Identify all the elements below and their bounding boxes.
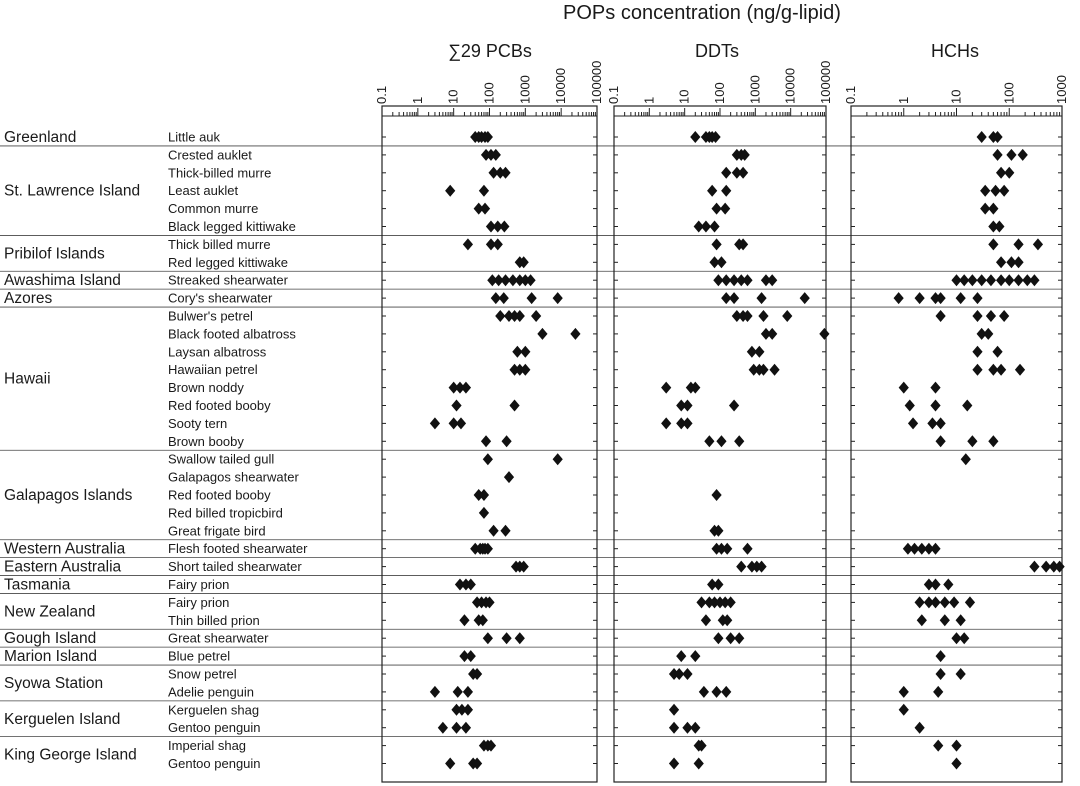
data-point [951,758,961,770]
data-point [940,596,950,608]
data-point [930,579,940,591]
panels [374,41,1069,782]
x-tick-label: 1 [409,96,425,104]
data-point [479,507,489,519]
data-point [500,525,510,537]
data-point [515,310,525,322]
data-point [463,704,473,716]
species-label: Black legged kittiwake [168,219,296,234]
data-point [729,400,739,412]
data-point [463,686,473,698]
species-label: Cory's shearwater [168,290,273,306]
data-point [972,346,982,358]
data-point [669,758,679,770]
data-point [1013,256,1023,268]
data-point [994,221,1004,233]
data-point [459,614,469,626]
data-point [479,489,489,501]
data-point [676,650,686,662]
species-label: Brown booby [168,433,244,449]
x-tick-label: 100 [712,82,727,104]
data-point [977,274,987,286]
data-point [721,686,731,698]
data-point [965,596,975,608]
data-point [983,328,993,340]
data-point [894,292,904,304]
data-point [800,292,810,304]
data-point [716,256,726,268]
data-point [899,686,909,698]
species-label: Red footed booby [168,487,271,503]
data-point [936,435,946,447]
data-point [499,221,509,233]
data-point [933,686,943,698]
data-point [445,185,455,197]
data-point [445,758,455,770]
panel-title: ∑29 PCBs [448,41,532,61]
data-point [930,543,940,555]
x-tick-label: 1000 [1054,75,1069,104]
species-label: Thick billed murre [168,236,271,252]
x-tick-label: 10000 [782,67,798,104]
region-label: Awashima Island [4,272,121,290]
region-label: Pribilof Islands [4,245,105,263]
data-point [972,364,982,376]
data-point [453,686,463,698]
panel-2 [843,41,1069,782]
x-tick-label: 0.1 [374,85,389,104]
species-label: Brown noddy [168,380,244,396]
species-label: Laysan albatross [168,344,267,360]
data-point [520,346,530,358]
data-point [986,310,996,322]
species-label: Crested auklet [168,147,252,163]
data-point [1054,561,1064,573]
data-point [493,238,503,250]
data-point [819,328,829,340]
data-point [699,686,709,698]
data-point [451,400,461,412]
species-label: Swallow tailed gull [168,451,275,467]
species-label: Least auklet [168,183,239,199]
species-label: Galapagos shearwater [168,469,299,485]
data-point [967,274,977,286]
species-label: Bulwer's petrel [168,308,253,324]
data-point [782,310,792,322]
data-point [999,310,1009,322]
data-point [758,310,768,322]
region-label: Eastern Australia [4,558,122,576]
region-label: Marion Island [4,648,98,666]
data-point [977,131,987,143]
species-label: Fairy prion [168,594,230,610]
species-label: Gentoo penguin [168,756,261,771]
data-point [1029,561,1039,573]
species-label: Red legged kittiwake [168,254,288,270]
data-point [483,453,493,465]
panel-frame [851,106,1062,782]
data-point [713,632,723,644]
data-point [669,704,679,716]
data-point [1029,274,1039,286]
data-point [738,167,748,179]
x-tick-label: 100000 [818,60,833,104]
x-tick-label: 0.1 [606,85,621,104]
data-point [930,382,940,394]
data-point [933,740,943,752]
data-point [917,614,927,626]
species-label: Great frigate bird [168,523,266,539]
data-point [769,364,779,376]
data-point [553,292,563,304]
data-point [716,435,726,447]
data-point [930,400,940,412]
panel-title: HCHs [931,41,979,61]
region-label: Western Australia [4,540,126,558]
species-label: Flesh footed shearwater [168,541,308,557]
data-point [962,400,972,412]
region-label: Kerguelen Island [4,710,121,728]
data-point [1033,238,1043,250]
data-point [930,596,940,608]
data-point [495,310,505,322]
species-label: Hawaiian petrel [168,362,258,378]
data-point [767,274,777,286]
data-point [709,221,719,233]
x-tick-label: 10 [948,89,964,104]
data-point [905,400,915,412]
region-label: King George Island [4,746,137,764]
data-point [988,435,998,447]
data-point [1018,149,1028,161]
data-point [711,489,721,501]
region-label: Syowa Station [4,674,104,692]
data-point [1013,274,1023,286]
data-point [501,435,511,447]
species-label: Red billed tropicbird [168,505,283,521]
data-point [742,543,752,555]
data-point [959,632,969,644]
data-point [956,292,966,304]
x-tick-label: 10000 [553,67,569,104]
data-point [500,167,510,179]
x-tick-label: 100000 [589,60,604,104]
data-point [729,292,739,304]
species-label: Snow petrel [168,666,237,682]
species-label: Red footed booby [168,398,271,413]
data-point [936,417,946,429]
region-label: St. Lawrence Island [4,182,141,200]
data-point [986,274,996,286]
data-point [509,400,519,412]
species-label: Fairy prion [168,577,230,592]
species-label: Little auk [168,129,221,145]
region-label: Azores [4,290,53,308]
species-label: Streaked shearwater [168,272,288,288]
data-point [980,185,990,197]
species-label: Black footed albatross [168,326,296,342]
region-separators [0,146,1062,737]
data-point [936,310,946,322]
data-point [961,453,971,465]
data-point [999,185,1009,197]
data-point [525,274,535,286]
region-label: Greenland [4,129,77,146]
data-point [754,346,764,358]
species-label: Common murre [168,201,259,217]
data-point [694,758,704,770]
species-label: Great shearwater [168,630,269,646]
species-label: Gentoo penguin [168,720,261,736]
data-point [661,382,671,394]
species-label: Kerguelen shag [168,702,260,718]
data-point [721,185,731,197]
data-point [1006,149,1016,161]
data-point [701,614,711,626]
x-tick-label: 1 [641,96,657,104]
x-tick-label: 0.1 [843,85,858,104]
data-point [951,740,961,752]
data-point [479,185,489,197]
data-point [537,328,547,340]
data-point [1004,167,1014,179]
x-tick-label: 1000 [517,75,533,104]
data-point [767,328,777,340]
data-point [682,668,692,680]
data-point [949,596,959,608]
data-point [483,632,493,644]
region-label: Hawaii [4,370,51,388]
data-point [438,722,448,734]
data-point [704,435,714,447]
data-point [996,364,1006,376]
panel-1 [606,41,833,782]
data-point [734,435,744,447]
data-point [466,650,476,662]
x-tick-label: 100 [1001,82,1017,104]
data-point [430,686,440,698]
region-label: Tasmania [4,576,71,594]
data-point [451,722,461,734]
data-point [707,185,717,197]
x-tick-label: 1 [895,96,911,104]
data-point [915,596,925,608]
data-point [936,650,946,662]
species-label: Blue petrel [168,648,231,664]
data-point [736,561,746,573]
species-label: Adelie penguin [168,684,255,700]
data-point [661,417,671,429]
data-point [940,614,950,626]
data-point [972,292,982,304]
data-point [682,417,692,429]
data-point [682,400,692,412]
data-point [488,525,498,537]
data-point [956,668,966,680]
data-point [988,238,998,250]
data-point [915,292,925,304]
species-label: Sooty tern [168,415,228,431]
data-point [726,596,736,608]
data-point [936,292,946,304]
data-point [721,167,731,179]
region-label: Gough Island [4,630,97,648]
data-point [504,471,514,483]
region-label: Galapagos Islands [4,487,133,504]
data-point [669,722,679,734]
data-point [480,203,490,215]
data-point [553,453,563,465]
data-point [956,614,966,626]
data-point [972,310,982,322]
x-tick-label: 10 [445,89,461,104]
data-point [690,650,700,662]
species-label: Short tailed shearwater [168,559,302,575]
data-point [570,328,580,340]
x-tick-label: 100 [481,82,497,104]
data-point [992,149,1002,161]
data-point [936,668,946,680]
panel-0 [374,41,604,782]
data-point [1004,274,1014,286]
data-point [711,686,721,698]
data-point [463,238,473,250]
species-label: Thin billed prion [168,612,260,628]
data-point [967,435,977,447]
data-point [501,632,511,644]
data-point [520,364,530,376]
data-point [899,382,909,394]
data-point [992,346,1002,358]
chart-title: POPs concentration (ng/g-lipid) [563,2,841,24]
species-label: Imperial shag [168,738,247,754]
data-point [722,543,732,555]
data-point [456,417,466,429]
data-point [756,292,766,304]
data-point [481,435,491,447]
data-point [899,704,909,716]
data-point [988,203,998,215]
data-point [996,256,1006,268]
data-point [690,131,700,143]
data-point [430,417,440,429]
data-point [908,417,918,429]
data-point [943,579,953,591]
data-point [742,274,752,286]
data-point [690,722,700,734]
species-label: Thick-billed murre [168,165,272,181]
data-point [711,238,721,250]
data-point [515,632,525,644]
data-point [713,579,723,591]
region-label: New Zealand [4,603,96,621]
data-point [1015,364,1025,376]
data-point [531,310,541,322]
data-point [915,722,925,734]
data-point [1013,238,1023,250]
x-tick-label: 1000 [747,75,763,104]
data-point [461,382,471,394]
data-point [461,722,471,734]
panel-title: DDTs [695,41,739,61]
panel-frame [382,106,597,782]
data-point [527,292,537,304]
region-labels [4,129,140,764]
data-point [720,203,730,215]
x-tick-label: 10 [676,89,692,104]
data-point [734,632,744,644]
data-point [499,292,509,304]
